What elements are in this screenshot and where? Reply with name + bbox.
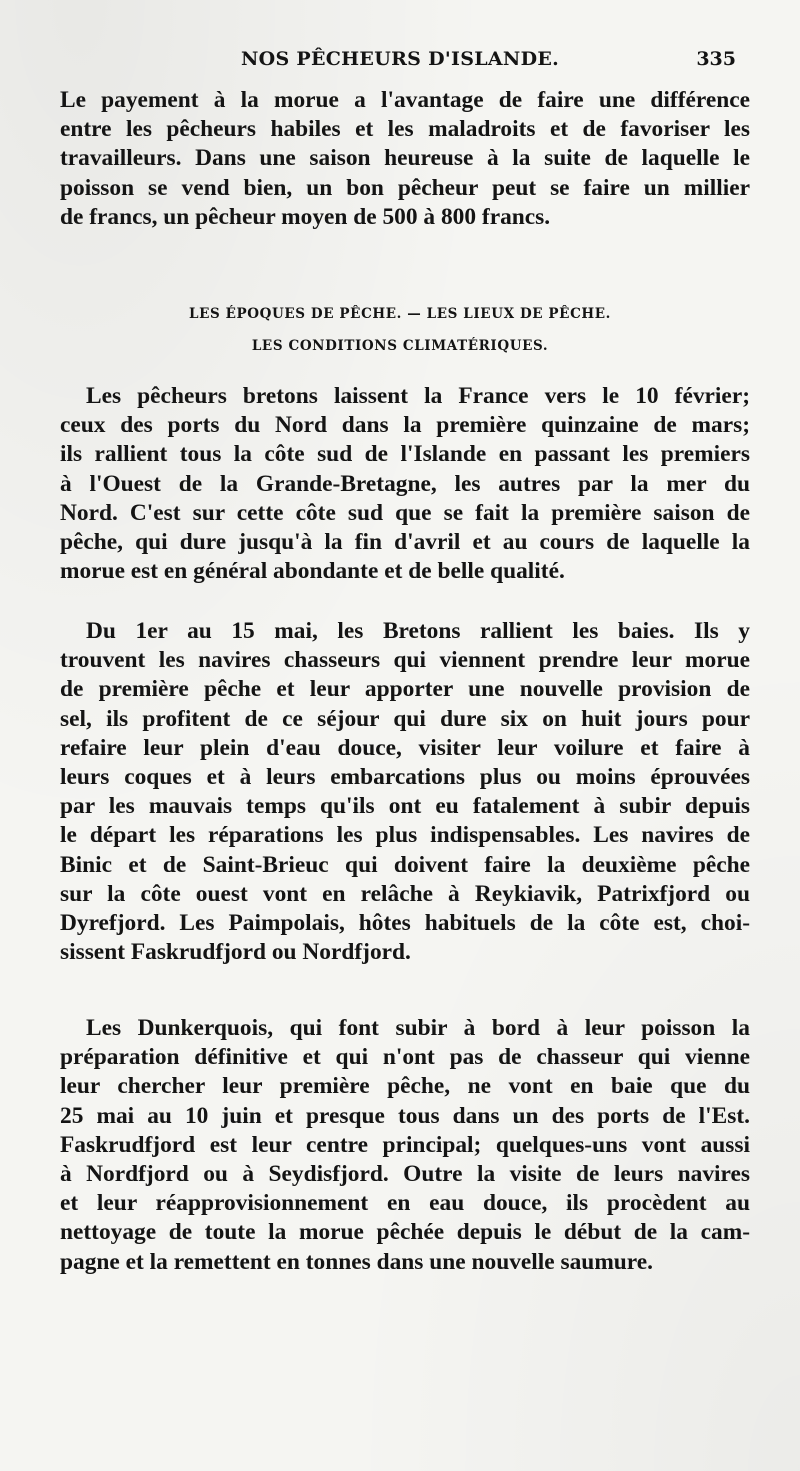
text-line: travailleurs. Dans une saison heureuse à la suite de laquelle le <box>60 145 750 172</box>
text-line: leur chercher leur première pêche, ne vont en baie que du <box>60 1073 750 1100</box>
running-title: NOS PÊCHEURS D'ISLANDE. <box>240 48 560 70</box>
text-line: de francs, un pêcheur moyen de 500 à 800 francs. <box>60 203 551 230</box>
text-line: nettoyage de toute la morue pêchée depuis le début de la cam- <box>60 1219 750 1246</box>
text-line: Le payement à la morue a l'avantage de faire une différence <box>60 87 750 113</box>
text-line: poisson se vend bien, un bon pêcheur peut se faire un millier <box>60 174 750 201</box>
text-line: sur la côte ouest vont en relâche à Reykiavik, Patrixfjord ou <box>60 880 750 907</box>
text-line: Dyrefjord. Les Paimpolais, hôtes habituels de la côte est, choi- <box>60 909 750 936</box>
text-line: le départ les réparations les plus indispensables. Les navires de <box>60 822 750 849</box>
text-line: ils rallient tous la côte sud de l'Islande en passant les premiers <box>60 441 750 468</box>
text-line: Binic et de Saint-Brieuc qui doivent faire la deuxième pêche <box>60 851 750 878</box>
text-line: leurs coques et à leurs embarcations plus ou moins éprouvées <box>60 763 750 790</box>
paragraph-4 <box>60 1014 750 1277</box>
text-line: à Nordfjord ou à Seydisfjord. Outre la visite de leurs navires <box>60 1160 750 1187</box>
paragraph-3 <box>60 617 750 967</box>
paragraph-1 <box>60 86 750 232</box>
text-line: entre les pêcheurs habiles et les maladroits et de favoriser les <box>60 116 750 143</box>
text-line: Du 1er au 15 mai, les Bretons rallient les baies. Ils y <box>86 618 750 644</box>
text-line: sel, ils profitent de ce séjour qui dure six on huit jours pour <box>60 705 750 732</box>
text-line: Les pêcheurs bretons laissent la France vers le 10 février; <box>86 383 750 409</box>
text-line: refaire leur plein d'eau douce, visiter leur voilure et faire à <box>60 734 750 761</box>
section-heading: LES ÉPOQUES DE PÊCHE. — LES LIEUX DE PÊCHE. <box>189 306 611 322</box>
text-line: pagne et la remettent en tonnes dans une nouvelle saumure. <box>60 1248 654 1275</box>
text-line: de première pêche et leur apporter une nouvelle provision de <box>60 676 750 703</box>
text-line: par les mauvais temps qu'ils ont eu fatalement à subir depuis <box>60 793 750 820</box>
text-line: Faskrudfjord est leur centre principal; quelques-uns vont aussi <box>60 1131 750 1158</box>
section-subheading: LES CONDITIONS CLIMATÉRIQUES. <box>251 338 549 354</box>
page-number: 335 <box>696 48 736 70</box>
paragraph-2 <box>60 382 750 586</box>
text-line: pêche, qui dure jusqu'à la fin d'avril et au cours de laquelle la <box>60 528 750 555</box>
text-line: Les Dunkerquois, qui font subir à bord à leur poisson la <box>86 1015 750 1041</box>
page-header <box>0 44 800 78</box>
text-line: Nord. C'est sur cette côte sud que se fait la première saison de <box>60 499 750 526</box>
text-line: préparation définitive et qui n'ont pas de chasseur qui vienne <box>60 1044 750 1071</box>
text-line: et leur réapprovisionnement en eau douce, ils procèdent au <box>60 1190 750 1217</box>
text-line: à l'Ouest de la Grande-Bretagne, les autres par la mer du <box>60 470 750 497</box>
text-line: trouvent les navires chasseurs qui viennent prendre leur morue <box>60 647 750 674</box>
text-line: sissent Faskrudfjord ou Nordfjord. <box>60 939 411 966</box>
text-line: ceux des ports du Nord dans la première quinzaine de mars; <box>60 412 750 439</box>
text-line: morue est en général abondante et de belle qualité. <box>60 558 565 585</box>
text-line: 25 mai au 10 juin et presque tous dans un des ports de l'Est. <box>60 1102 750 1129</box>
